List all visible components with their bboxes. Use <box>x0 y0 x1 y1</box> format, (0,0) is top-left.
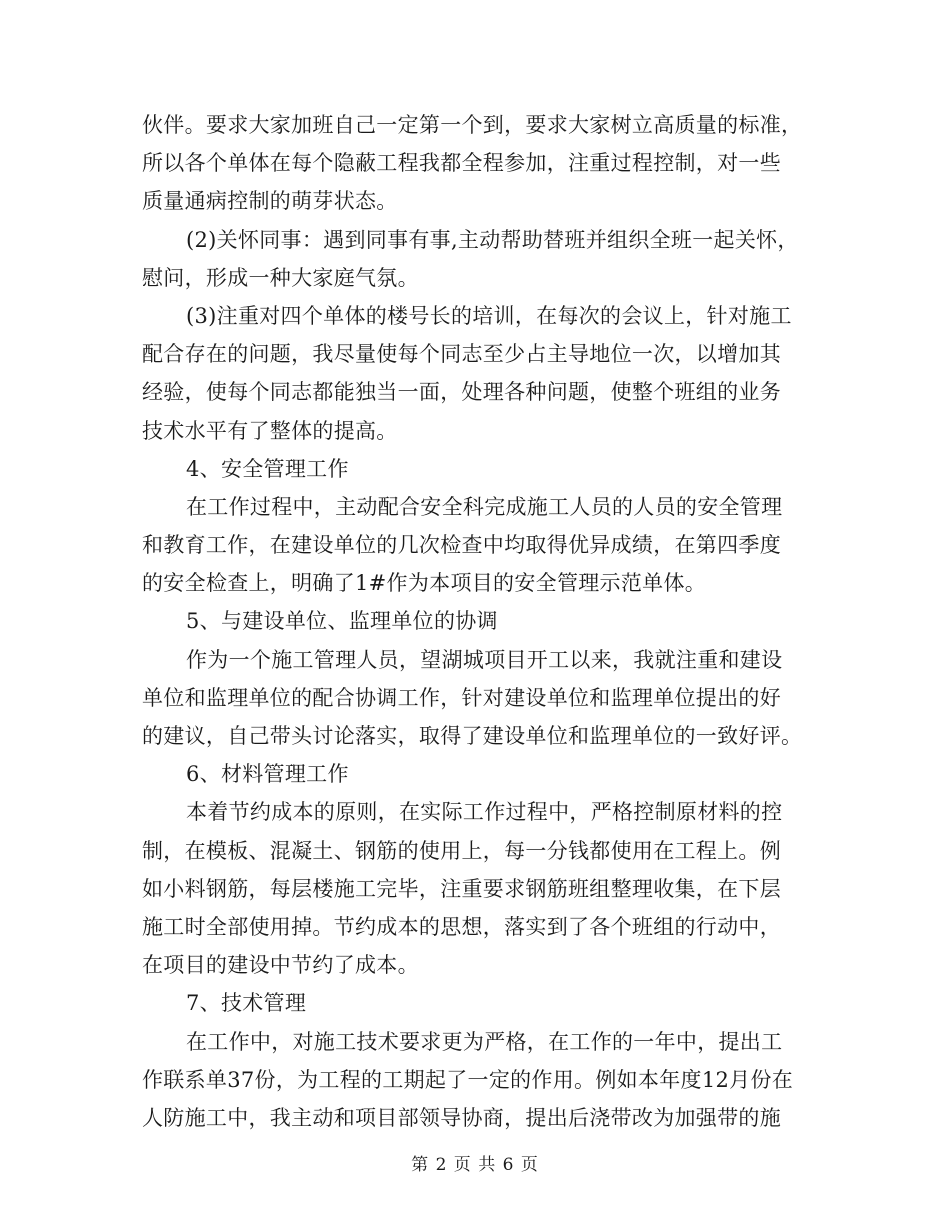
text-line: 配合存在的问题，我尽量使每个同志至少占主导地位一次，以增加其 <box>142 342 781 367</box>
text-line: 的建议，自己带头讨论落实，取得了建设单位和监理单位的一致好评。 <box>142 724 803 748</box>
text-line: 质量通病控制的萌芽状态。 <box>142 189 398 214</box>
text-line: 制，在模板、混凝土、钢筋的使用上，每一分钱都使用在工程上。例 <box>142 838 781 863</box>
text-line: 的安全检查上，明确了1#作为本项目的安全管理示范单体。 <box>142 571 707 596</box>
text-line: 技术水平有了整体的提高。 <box>142 418 398 443</box>
text-line: 在项目的建设中节约了成本。 <box>142 953 419 978</box>
text-line: 如小料钢筋，每层楼施工完毕，注重要求钢筋班组整理收集，在下层 <box>142 876 781 901</box>
text-line: 人防施工中，我主动和项目部领导协商，提出后浇带改为加强带的施 <box>142 1105 781 1130</box>
section-heading: 4、安全管理工作 <box>186 456 349 481</box>
text-line: 在工作过程中，主动配合安全科完成施工人员的人员的安全管理 <box>186 494 783 519</box>
body-text <box>142 106 810 1137</box>
text-line: 施工时全部使用掉。节约成本的思想，落实到了各个班组的行动中， <box>142 914 781 939</box>
text-line: 本着节约成本的原则，在实际工作过程中，严格控制原材料的控 <box>186 800 783 825</box>
text-line: 慰问，形成一种大家庭气氛。 <box>142 265 419 290</box>
page-number-footer: 第 2 页 共 6 页 <box>411 1155 539 1175</box>
text-line: 在工作中，对施工技术要求更为严格，在工作的一年中，提出工 <box>186 1029 783 1054</box>
section-heading: 6、材料管理工作 <box>186 762 349 787</box>
text-line: 伙伴。要求大家加班自己一定第一个到，要求大家树立高质量的标准， <box>142 113 803 137</box>
text-line: (2)关怀同事：遇到同事有事,主动帮助替班并组织全班一起关怀， <box>186 227 799 252</box>
section-heading: 7、技术管理 <box>186 991 307 1016</box>
section-heading: 5、与建设单位、监理单位的协调 <box>186 609 498 634</box>
text-line: 所以各个单体在每个隐蔽工程我都全程参加，注重过程控制，对一些 <box>142 151 781 176</box>
text-line: (3)注重对四个单体的楼号长的培训，在每次的会议上，针对施工 <box>186 303 792 328</box>
text-line: 单位和监理单位的配合协调工作，针对建设单位和监理单位提出的好 <box>142 685 781 710</box>
text-line: 作为一个施工管理人员，望湖城项目开工以来，我就注重和建设 <box>186 647 783 672</box>
text-line: 和教育工作，在建设单位的几次检查中均取得优异成绩，在第四季度 <box>142 533 781 558</box>
text-line: 作联系单37份，为工程的工期起了一定的作用。例如本年度12月份在 <box>142 1067 794 1092</box>
text-line: 经验，使每个同志都能独当一面，处理各种问题，使整个班组的业务 <box>142 380 781 405</box>
